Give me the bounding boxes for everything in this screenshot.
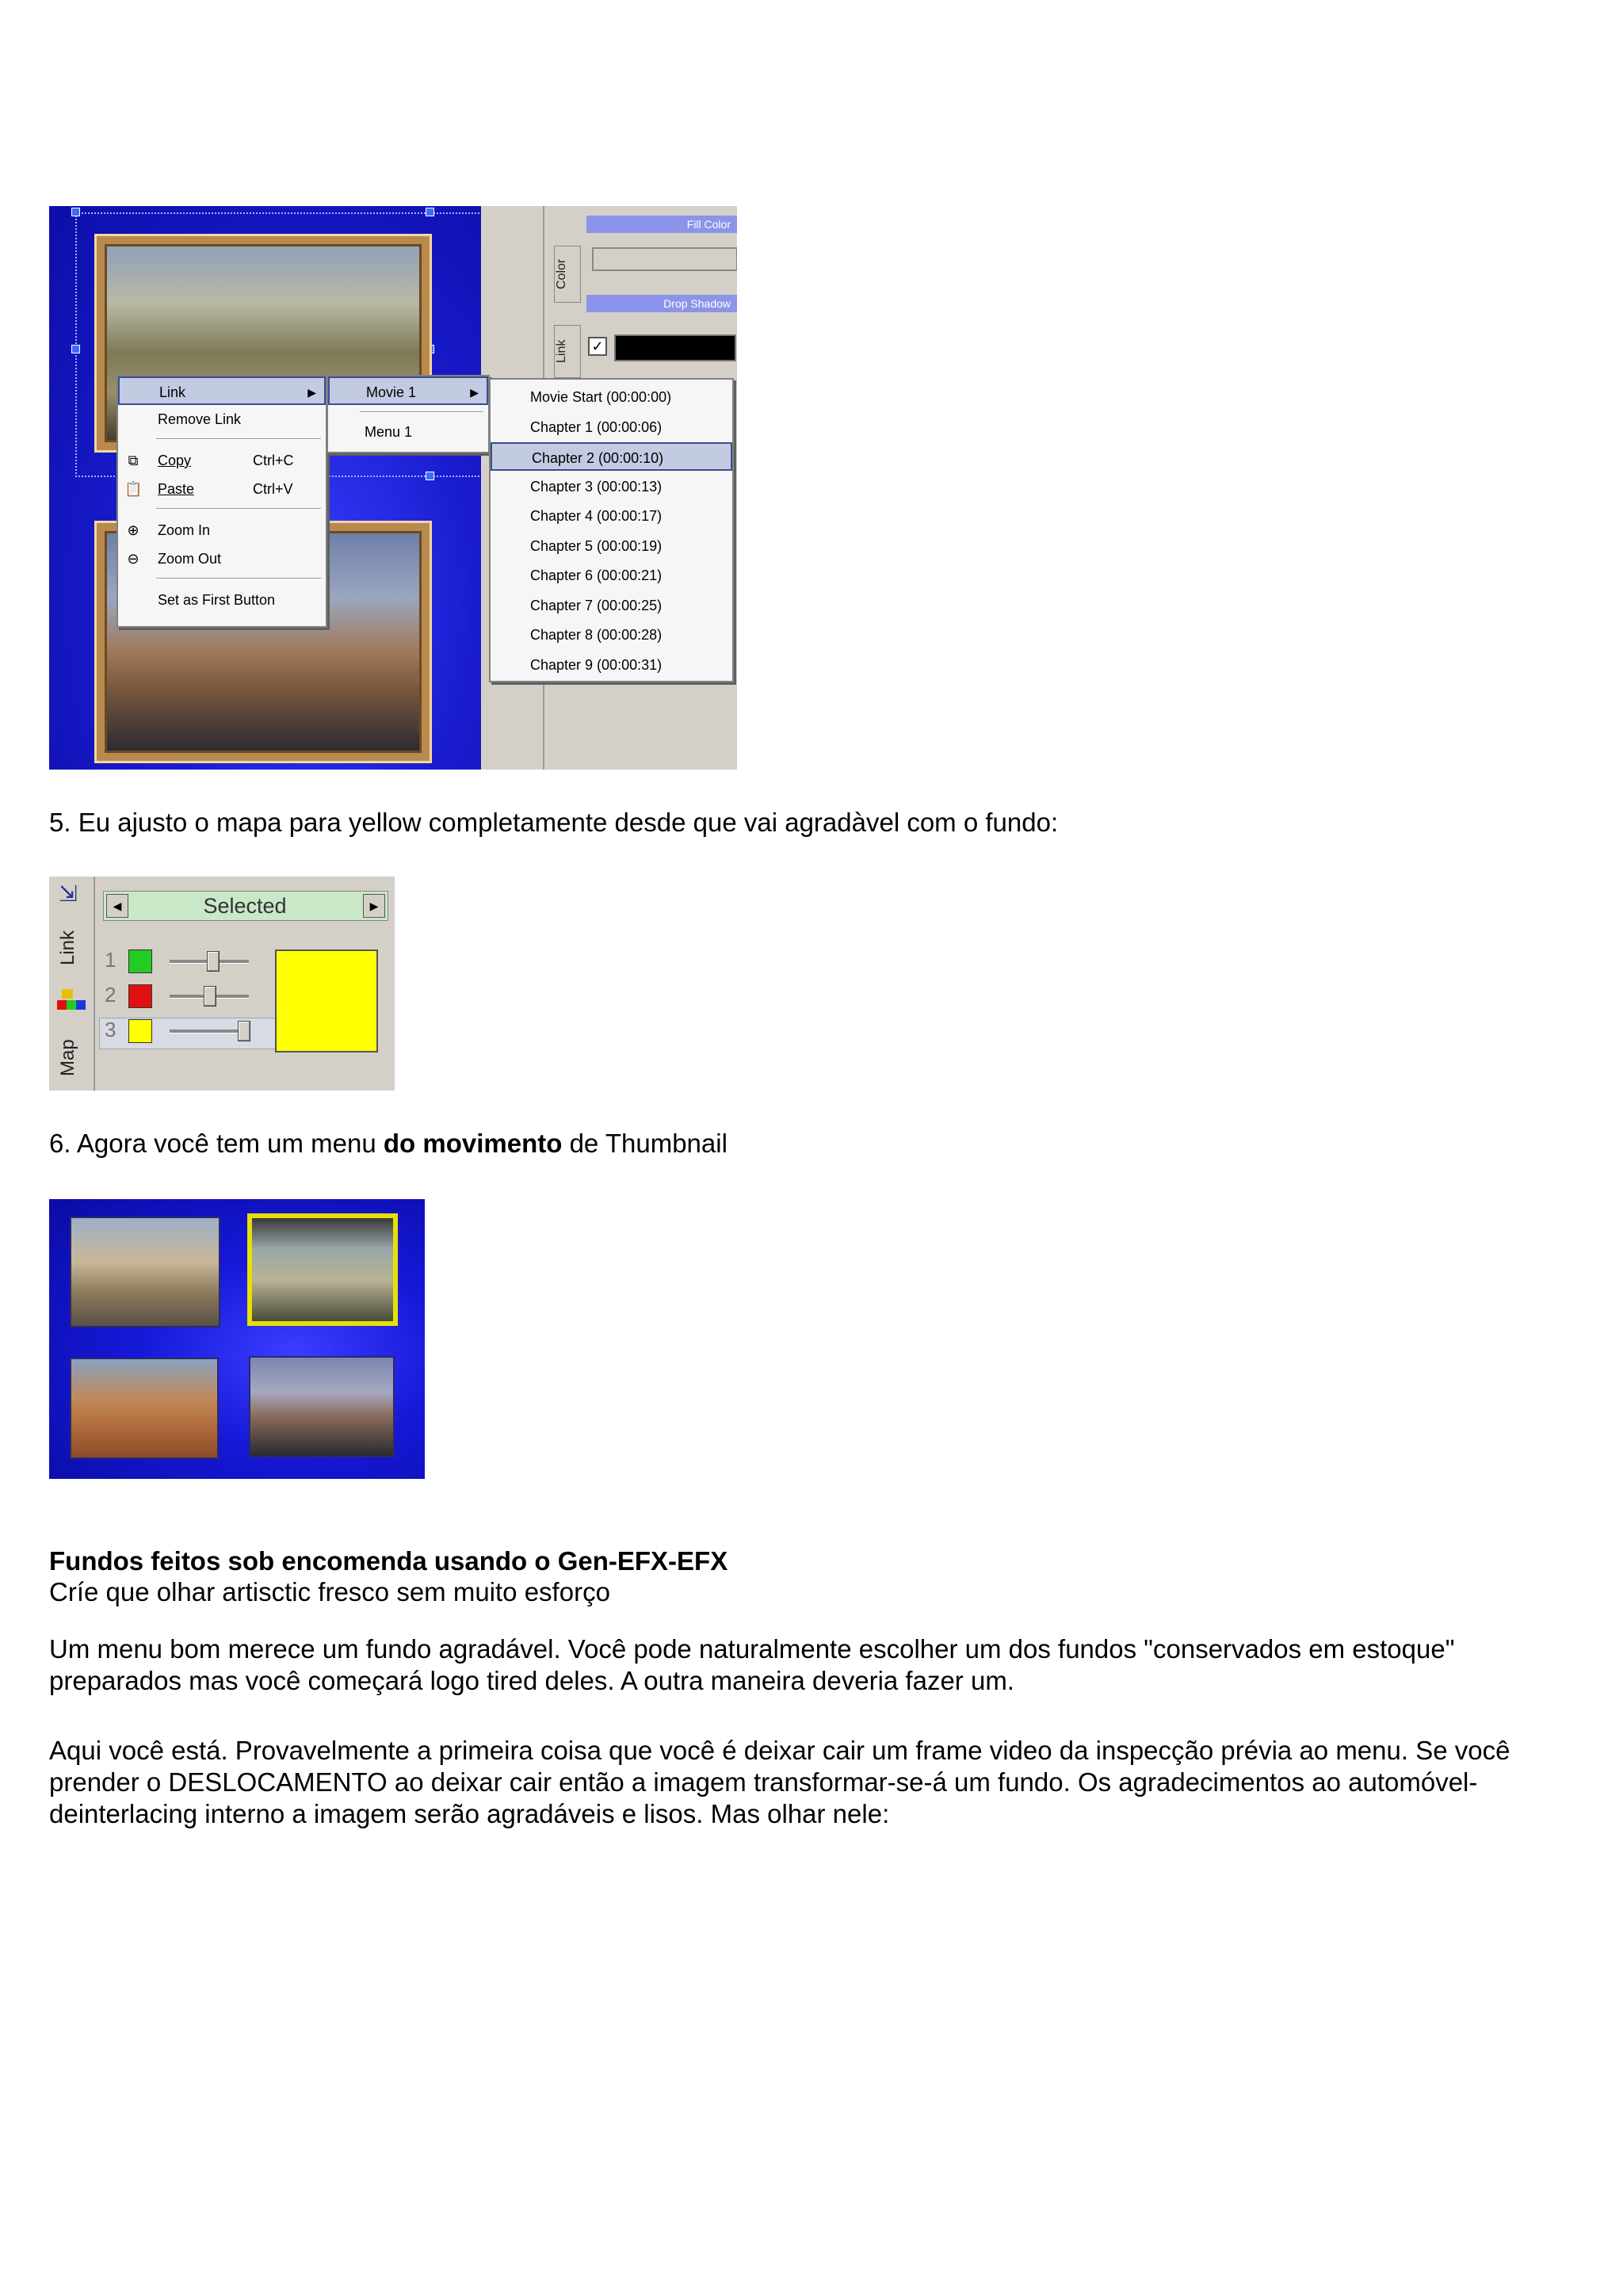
map-row-color-swatch[interactable] xyxy=(128,984,152,1008)
context-menu-item-label: Paste xyxy=(158,481,195,497)
thumbnail-person-car[interactable] xyxy=(249,1356,395,1457)
submenu-arrow-icon: ▶ xyxy=(307,386,316,399)
step-6-text: 6. Agora você tem um menu xyxy=(49,1129,384,1158)
tab-map[interactable] xyxy=(57,1031,82,1085)
chapter-item-label: Chapter 4 (00:00:17) xyxy=(530,508,663,524)
chapter-item-label: Chapter 8 (00:00:28) xyxy=(530,627,663,643)
context-menu-item-label: Zoom Out xyxy=(158,551,222,567)
palette-swatch xyxy=(57,1000,67,1010)
prev-state-button[interactable]: ◀ xyxy=(106,894,128,918)
context-menu-item-set-first-button[interactable] xyxy=(118,586,326,614)
map-row-number: 1 xyxy=(105,948,116,972)
drop-shadow-header-label: Drop Shadow xyxy=(663,297,731,310)
link-cursor-icon: ⇲ xyxy=(59,881,78,906)
drop-shadow-header xyxy=(586,295,737,312)
thumbnail-menu-screenshot xyxy=(49,1199,425,1479)
fill-color-header-label: Fill Color xyxy=(686,218,731,231)
step-6-bold: do movimento xyxy=(383,1129,563,1158)
context-menu-item-label: Copy xyxy=(158,453,192,468)
section-paragraph-2: Aqui você está. Provavelmente a primeira coisa que você é deixar cair um frame video da inspecção prévia ao menu. Se você prender o DESLOCAMENTO ao deixar cair então a imagem transformar-se-á um fundo. Os agradecimentos ao automóvel-deinterlacing interno a imagem serão agradáveis e lisos. Mas olhar nele: xyxy=(49,1736,1510,1828)
context-menu-item-label: Link xyxy=(159,384,186,400)
tab-map-label: Map xyxy=(57,1039,78,1077)
chapter-item-label: Chapter 7 (00:00:25) xyxy=(530,597,663,613)
section-title: Fundos feitos sob encomenda usando o Gen-EFX-EFX xyxy=(49,1546,728,1576)
step-6-caption xyxy=(49,1128,1555,1159)
submenu-arrow-icon: ▶ xyxy=(470,386,479,399)
context-menu-item-label: Set as First Button xyxy=(158,592,276,608)
context-menu-item-link[interactable] xyxy=(118,376,326,405)
tab-link-label: Link xyxy=(555,339,568,364)
section-subtitle: Críe que olhar artisctic fresco sem muito esforço xyxy=(49,1577,610,1606)
step-6-text-end: de Thumbnail xyxy=(562,1129,727,1158)
section-paragraph-1: Um menu bom merece um fundo agradável. Você pode naturalmente escolher um dos fundos "conservados em estoque" preparados mas você começará logo tired deles. A outra maneira deveria fazer um. xyxy=(49,1634,1455,1695)
map-row-slider-knob[interactable] xyxy=(207,951,220,972)
context-menu-screenshot xyxy=(49,206,737,770)
chapter-item[interactable] xyxy=(491,532,732,560)
submenu-item-label: Menu 1 xyxy=(365,424,413,440)
menu-separator xyxy=(156,508,321,510)
zoom-in-icon: ⊕ xyxy=(127,522,139,538)
chapter-item-label: Chapter 2 (00:00:10) xyxy=(532,450,664,466)
palette-swatch xyxy=(62,989,73,999)
submenu-item-label: Movie 1 xyxy=(366,384,417,400)
chapter-item[interactable] xyxy=(491,442,732,471)
palette-swatch xyxy=(76,1000,86,1010)
map-row-number: 3 xyxy=(105,1018,116,1041)
context-menu xyxy=(116,375,327,628)
map-row-color-swatch[interactable] xyxy=(128,949,152,973)
tab-link[interactable] xyxy=(554,325,581,378)
map-row-color-swatch[interactable] xyxy=(128,1019,152,1043)
map-palette-icon xyxy=(55,988,87,1019)
chapter-item[interactable] xyxy=(491,413,732,441)
paste-icon: 📋 xyxy=(124,481,143,497)
chapter-item[interactable] xyxy=(491,561,732,590)
step-5-caption: 5. Eu ajusto o mapa para yellow completamente desde que vai agradàvel com o fundo: xyxy=(49,808,1059,837)
tab-color[interactable] xyxy=(554,246,581,303)
context-menu-item-label: Remove Link xyxy=(158,411,242,427)
thumbnail-desert-road[interactable] xyxy=(70,1358,219,1459)
chapter-item[interactable] xyxy=(491,591,732,620)
tab-link[interactable] xyxy=(57,920,82,976)
chapter-item-label: Chapter 5 (00:00:19) xyxy=(530,537,663,554)
fill-color-header xyxy=(586,216,737,233)
chapter-item-label: Chapter 6 (00:00:21) xyxy=(530,567,663,583)
selection-handle[interactable] xyxy=(71,345,80,353)
context-menu-item-label: Zoom In xyxy=(158,522,211,538)
selection-handle[interactable] xyxy=(426,472,434,480)
zoom-out-icon: ⊖ xyxy=(127,551,139,567)
context-menu-item-remove-link[interactable] xyxy=(118,405,326,434)
next-state-button[interactable]: ▶ xyxy=(363,894,385,918)
menu-separator xyxy=(156,438,321,440)
chapter-item-label: Movie Start (00:00:00) xyxy=(530,389,672,405)
thumbnail-canyon-road[interactable] xyxy=(70,1217,220,1328)
chapter-submenu xyxy=(489,378,734,682)
chapter-item[interactable] xyxy=(491,383,732,411)
state-label: Selected xyxy=(203,894,287,918)
selection-handle[interactable] xyxy=(426,208,434,216)
drop-shadow-checkbox[interactable]: ✓ xyxy=(588,337,607,356)
menu-separator xyxy=(156,578,321,579)
submenu-item-menu-1[interactable] xyxy=(328,418,488,446)
context-menu-item-zoom-in[interactable] xyxy=(118,516,326,544)
selection-handle[interactable] xyxy=(71,208,80,216)
map-row-slider-knob[interactable] xyxy=(238,1021,250,1041)
link-submenu xyxy=(327,375,490,453)
palette-swatch xyxy=(67,1000,76,1010)
map-panel-screenshot xyxy=(49,877,395,1091)
drop-shadow-color-swatch[interactable] xyxy=(614,334,736,361)
map-row-number: 2 xyxy=(105,983,116,1007)
tab-color-label: Color xyxy=(555,258,568,290)
context-menu-item-shortcut: Ctrl+C xyxy=(253,453,294,468)
chapter-item[interactable] xyxy=(491,651,732,679)
context-menu-item-copy[interactable] xyxy=(118,446,326,475)
chapter-item-label: Chapter 9 (00:00:31) xyxy=(530,656,663,673)
chapter-item[interactable] xyxy=(491,502,732,530)
tab-link-label: Link xyxy=(57,930,78,966)
thumbnail-car-mirror[interactable] xyxy=(247,1213,398,1326)
chapter-item[interactable] xyxy=(491,472,732,501)
context-menu-item-zoom-out[interactable] xyxy=(118,544,326,573)
copy-icon: ⧉ xyxy=(128,453,139,468)
context-menu-item-shortcut: Ctrl+V xyxy=(253,481,293,497)
menu-separator xyxy=(360,411,483,413)
color-preview[interactable] xyxy=(275,949,378,1052)
context-menu-item-paste[interactable] xyxy=(118,475,326,503)
submenu-item-movie-1[interactable] xyxy=(328,376,488,405)
fill-color-button[interactable] xyxy=(592,247,737,271)
chapter-item[interactable] xyxy=(491,621,732,649)
chapter-item-label: Chapter 3 (00:00:13) xyxy=(530,478,663,495)
map-row-slider-knob[interactable] xyxy=(204,986,216,1007)
chapter-item-label: Chapter 1 (00:00:06) xyxy=(530,418,663,435)
map-row-slider-track[interactable] xyxy=(170,1030,249,1033)
